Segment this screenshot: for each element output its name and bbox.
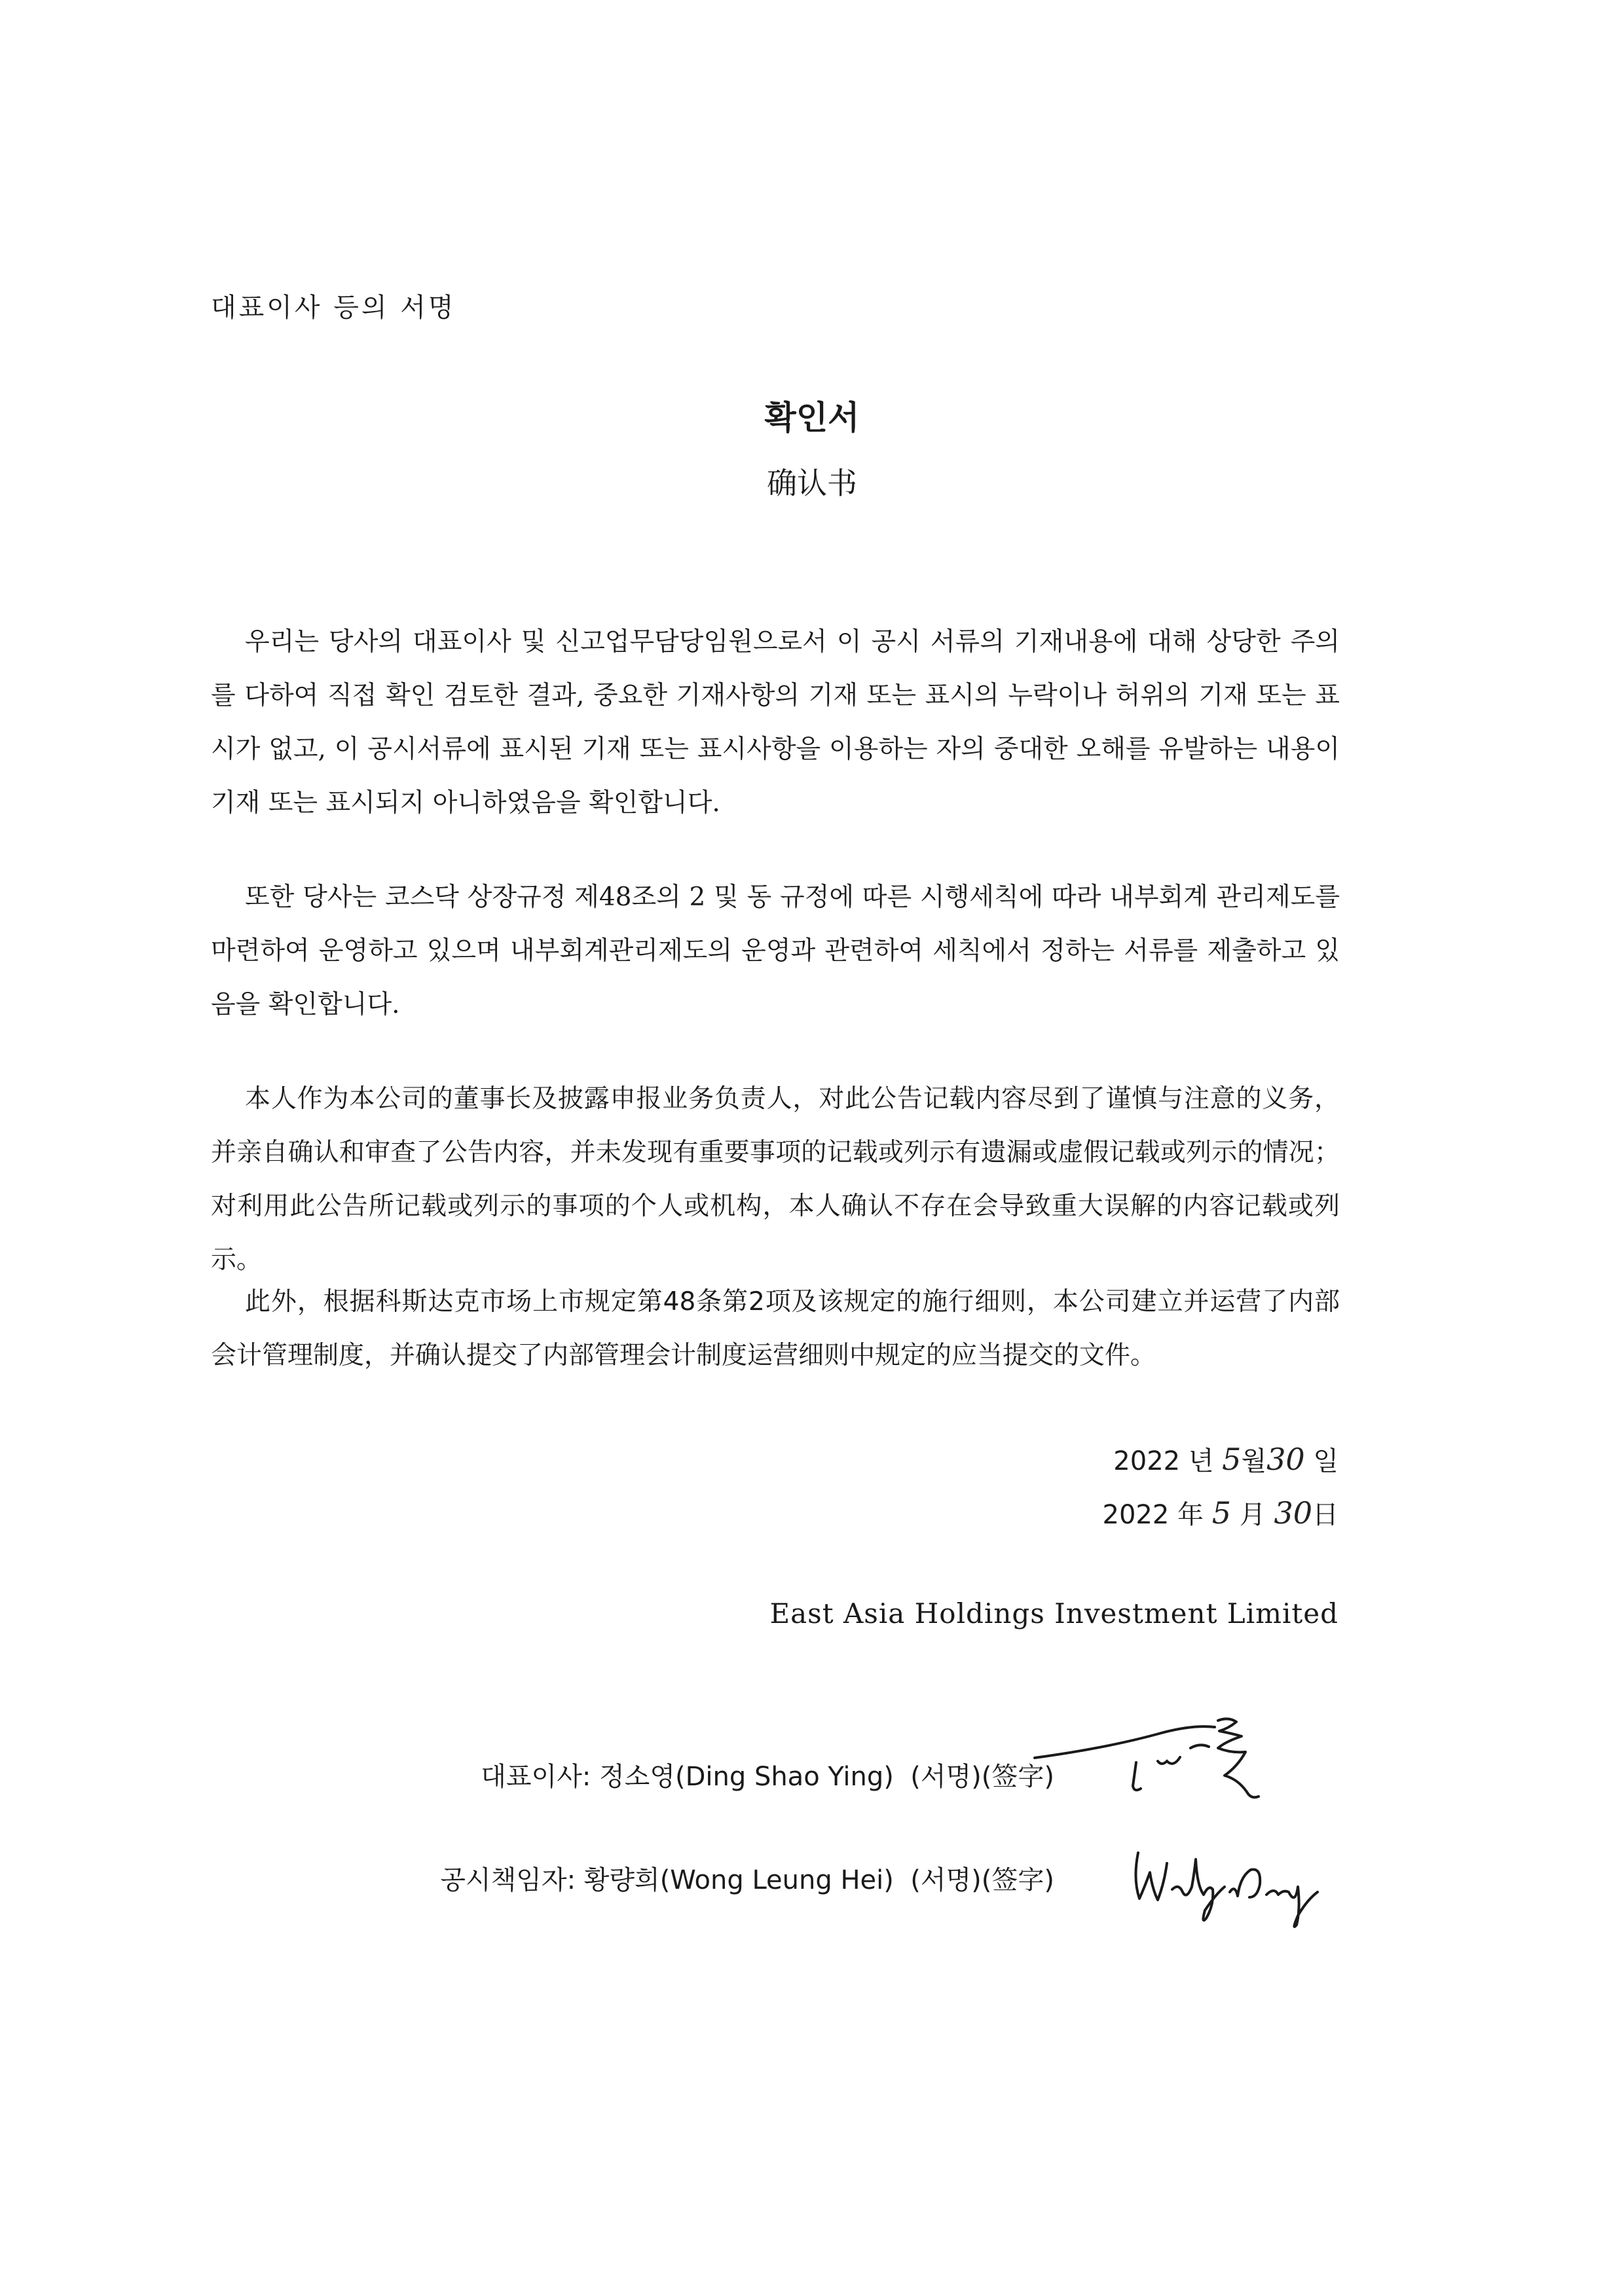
signatory-title: 대표이사: [481, 1762, 591, 1792]
date-day-unit: 日 [1312, 1500, 1338, 1530]
date-month-handwritten: 5 [1211, 1495, 1232, 1531]
date-month-unit: 月 [1239, 1500, 1266, 1530]
date-year-unit: 년 [1188, 1446, 1214, 1476]
date-month-unit: 월 [1241, 1446, 1267, 1476]
date-year: 2022 [1113, 1446, 1181, 1476]
paragraph-korean-1: 우리는 당사의 대표이사 및 신고업무담당임원으로서 이 공시 서류의 기재내용에 대해 상당한 주의를 다하여 직접 확인 검토한 결과, 중요한 기재사항의 기재 또는 표시의 누락이나 허위의 기재 또는 표시가 없고, 이 공시서류에 표시된 기재 또는 표시사항을 이용하는 자의 중대한 오해를 유발하는 내용이 기재 또는 표시되지 아니하였음을 확인합니다. [211, 627, 1340, 818]
header-label: 대표이사 등의 서명 [211, 293, 456, 323]
date-day-handwritten: 30 [1266, 1442, 1305, 1477]
date-year-unit: 年 [1177, 1500, 1204, 1530]
disclosure-officer-signature [1126, 1827, 1342, 1931]
title-chinese: 确认书 [767, 465, 857, 501]
signatory-name: 정소영(Ding Shao Ying) [599, 1762, 894, 1792]
signatory-disclosure-officer [440, 1859, 1054, 1897]
paragraph-chinese-2: 此外，根据科斯达克市场上市规定第48条第2项及该规定的施行细则，本公司建立并运营了内部会计管理制度，并确认提交了内部管理会计制度运营细则中规定的应当提交的文件。 [211, 1287, 1340, 1370]
paragraph-korean-2: 또한 당사는 코스닥 상장규정 제48조의 2 및 동 규정에 따른 시행세칙에 따라 내부회계 관리제도를 마련하여 운영하고 있으며 내부회계관리제도의 운영과 관련하여 세칙에서 정하는 서류를 제출하고 있음을 확인합니다. [211, 883, 1340, 1019]
date-day-unit: 일 [1313, 1446, 1338, 1476]
ceo-signature [1028, 1702, 1303, 1813]
title-korean: 확인서 [764, 398, 860, 437]
signatory-title: 공시책임자: [440, 1865, 576, 1895]
paragraph-chinese-1: 本人作为本公司的董事长及披露申报业务负责人，对此公告记载内容尽到了谨慎与注意的义务，并亲自确认和审查了公告内容，并未发现有重要事项的记载或列示有遗漏或虚假记载或列示的情况；对利用此公告所记载或列示的事项的个人或机构，本人确认不存在会导致重大误解的内容记载或列示。 [211, 1084, 1340, 1275]
signature-label: (서명)(签字) [910, 1762, 1054, 1792]
company-name: East Asia Holdings Investment Limited [769, 1597, 1338, 1630]
date-korean [1113, 1440, 1338, 1478]
date-chinese [1103, 1494, 1339, 1531]
date-day-handwritten: 30 [1274, 1495, 1312, 1531]
signatory-ceo [481, 1756, 1054, 1793]
signature-label: (서명)(签字) [910, 1865, 1054, 1895]
date-month-handwritten: 5 [1222, 1442, 1242, 1477]
date-year: 2022 [1102, 1500, 1170, 1530]
signatory-name: 황량희(Wong Leung Hei) [583, 1865, 894, 1895]
